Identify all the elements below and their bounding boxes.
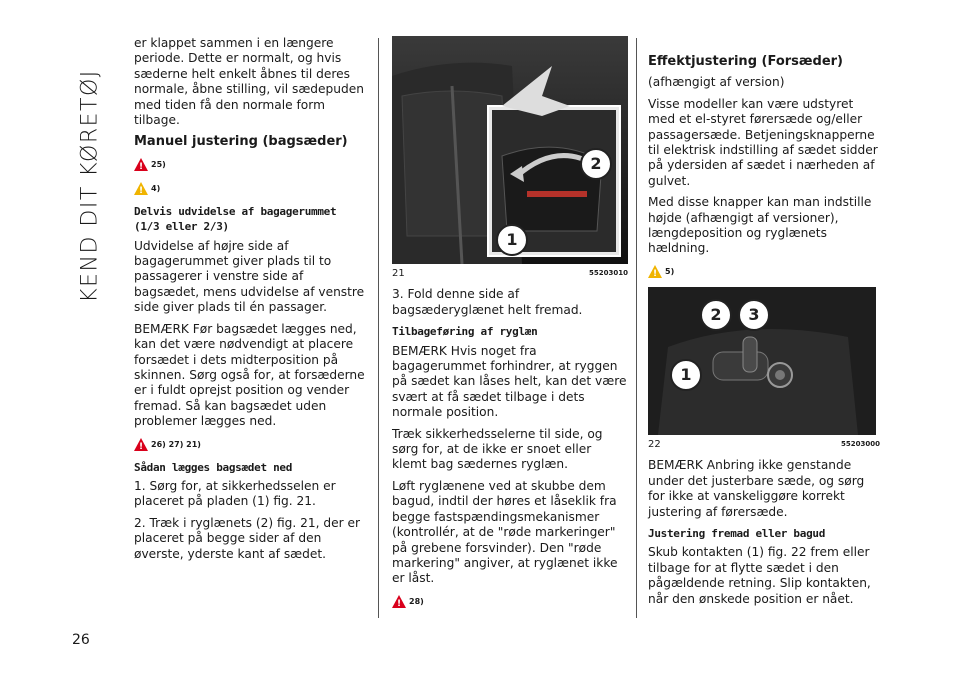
column-divider	[378, 38, 379, 618]
heading-manual-adjustment: Manuel justering (bagsæder)	[134, 134, 348, 150]
column-1	[134, 36, 366, 568]
warning-ref: ! 26) 27) 21)	[134, 436, 366, 454]
figure-caption: 22 55203000	[648, 438, 880, 450]
heading-fold-seat: Sådan lægges bagsædet ned	[134, 460, 293, 474]
column-divider	[636, 38, 637, 618]
step-2: 2. Træk i ryglænets (2) fig. 21, der er placeret på begge sider af den øverste, yderste kant af sædet.	[134, 515, 361, 561]
partial-expansion-paragraph: Udvidelse af højre side af bagagerummet giver plads til to passagerer i venstre side af bagsædet, mens udvidelse af venstre side giver plads til én passager.	[134, 238, 365, 315]
callout-3: 3	[738, 299, 770, 331]
figure-21-rear-seat	[392, 36, 628, 264]
callout-1: 1	[496, 224, 528, 256]
caution-ref: ! 5)	[648, 263, 880, 281]
caution-ref: ! 4)	[134, 180, 366, 198]
forward-backward-paragraph: Skub kontakten (1) fig. 22 frem eller tilbage for at flytte sædet i den pågældende retning. Slip kontakten, når den ønskede position er nået.	[648, 545, 871, 606]
intro-paragraph: er klappet sammen i en længere periode. Dette er normalt, og hvis sæderne helt enkelt åbnes til deres normale, åbne stilling, vil sædepuden med tiden få den normale form tilbage.	[134, 36, 364, 128]
version-note: (afhængigt af version)	[648, 75, 785, 90]
note-paragraph: BEMÆRK Hvis noget fra bagagerummet forhindrer, at ryggen på sædet kan låses helt, kan det være svært at få sædet tilbage i dets normale position.	[392, 343, 627, 420]
warning-icon	[134, 158, 148, 171]
page-number: 26	[72, 632, 90, 648]
warning-icon	[134, 438, 148, 451]
buttons-paragraph: Med disse knapper kan man indstille højde (afhængigt af versioner), længdeposition og ryglænets hældning.	[648, 195, 872, 256]
figure-caption: 21 55203010	[392, 268, 628, 279]
heading-return-backrest: Tilbageføring af ryglæn	[392, 325, 538, 339]
note-paragraph: BEMÆRK Anbring ikke genstande under det justerbare sæde, og sørg for ikke at vanskeliggøre korrekt justering af førersæde.	[648, 458, 865, 519]
column-2	[392, 36, 628, 617]
callout-1: 1	[670, 359, 702, 391]
warning-icon	[392, 595, 406, 608]
heading-partial-expansion: Delvis udvidelse af bagagerummet (1/3 eller 2/3)	[134, 204, 337, 234]
caution-icon	[134, 182, 148, 195]
column-3	[648, 36, 880, 613]
warning-ref: ! 25)	[134, 156, 366, 174]
lift-backrest-paragraph: Løft ryglænene ved at skubbe dem bagud, indtil der høres et låseklik fra begge fastspændingsmekanismer (kontrollér, at de "røde markeringer" på grebene forsvinder). Den "røde markering" angiver, at ryglænet ikke er låst.	[392, 478, 618, 586]
heading-power-adjustment: Effektjustering (Forsæder)	[648, 54, 843, 69]
callout-2: 2	[580, 148, 612, 180]
power-paragraph: Visse modeller kan være udstyret med et el-styret førersæde og/eller passagersæde. Betjeningsknapperne til elektrisk indstilling af sædet sidder på ydersiden af sædet i nærheden af gulvet.	[648, 96, 878, 188]
warning-ref: ! 28)	[392, 593, 628, 611]
pull-belts-paragraph: Træk sikkerhedsselerne til side, og sørg for, at de ikke er snoet eller klemt bag sædernes ryglæn.	[392, 426, 603, 472]
caution-icon	[648, 265, 662, 278]
heading-forward-backward: Justering fremad eller bagud	[648, 526, 826, 540]
note-paragraph: BEMÆRK Før bagsædet lægges ned, kan det være nødvendigt at placere forsædet i dets midterposition på skinnen. Sørg også for, at forsæderne er i fuldt oprejst position og vender fremad. Så kan bagsædet uden problemer lægges ned.	[134, 321, 365, 429]
step-3: 3. Fold denne side af bagsæderyglænet helt fremad.	[392, 287, 583, 317]
chapter-title-vertical: KEND DIT KØRETØJ	[77, 69, 103, 303]
figure-22-seat-controls	[648, 287, 876, 435]
step-1: 1. Sørg for, at sikkerhedsselen er placeret på pladen (1) fig. 21.	[134, 478, 336, 509]
callout-2: 2	[700, 299, 732, 331]
